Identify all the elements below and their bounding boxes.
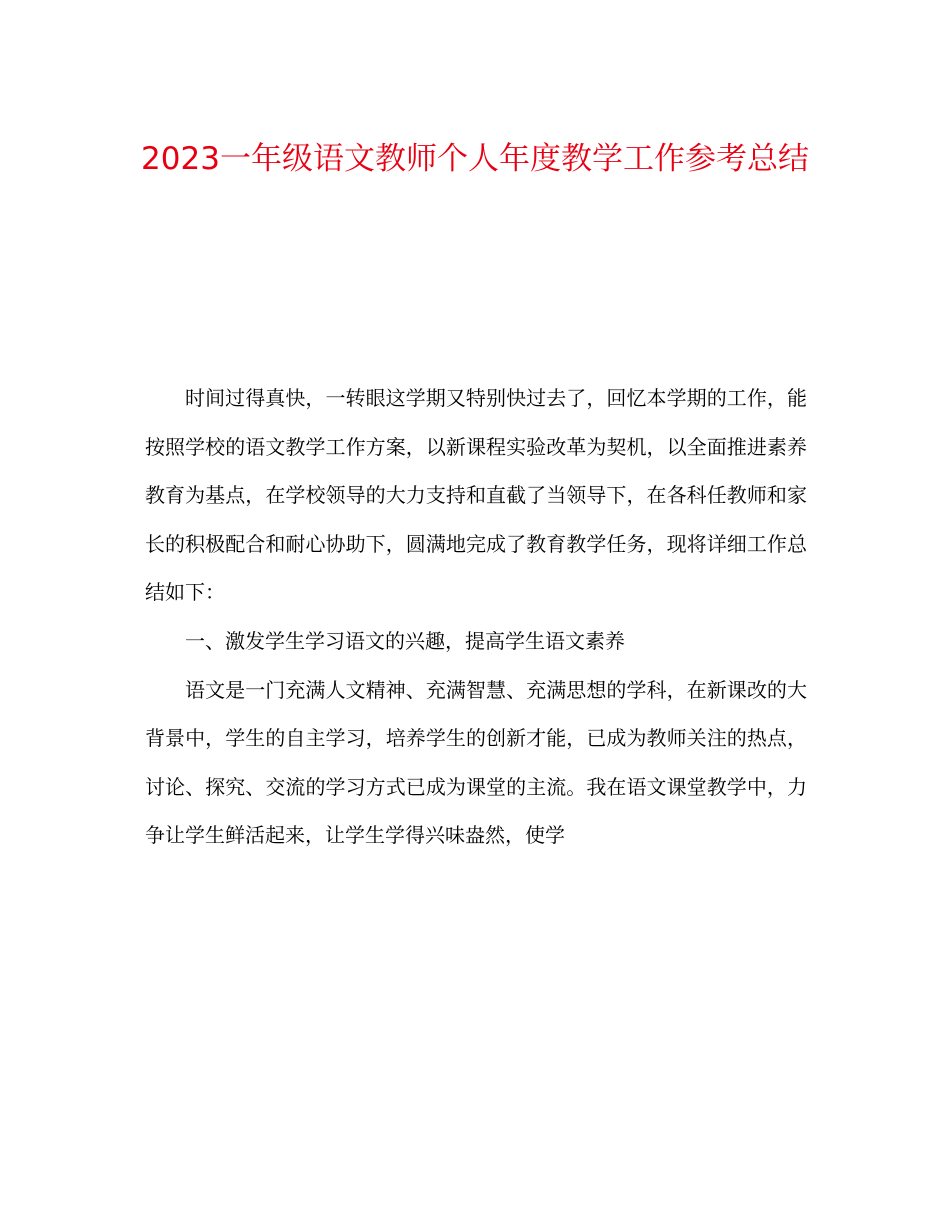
document-title: 2023一年级语文教师个人年度教学工作参考总结 [141, 141, 809, 177]
paragraph-intro: 时间过得真快，一转眼这学期又特别快过去了，回忆本学期的工作，能按照学校的语文教学工作方案，以新课程实验改革为契机，以全面推进素养教育为基点，在学校领导的大力支持和直截了当领导下，在各科任教师和家长的积极配合和耐心协助下，圆满地完成了教育教学任务，现将详细工作总结如下： [145, 386, 807, 605]
section-heading-1: 一、激发学生学习语文的兴趣，提高学生语文素养 [185, 628, 625, 653]
paragraph-section-1: 语文是一门充满人文精神、充满智慧、充满思想的学科，在新课改的大背景中，学生的自主学习，培养学生的创新才能，已成为教师关注的热点，讨论、探究、交流的学习方式已成为课堂的主流。我在语文课堂教学中，力争让学生鲜活起来，让学生学得兴味盎然，使学 [145, 677, 807, 848]
document-body [145, 374, 807, 860]
